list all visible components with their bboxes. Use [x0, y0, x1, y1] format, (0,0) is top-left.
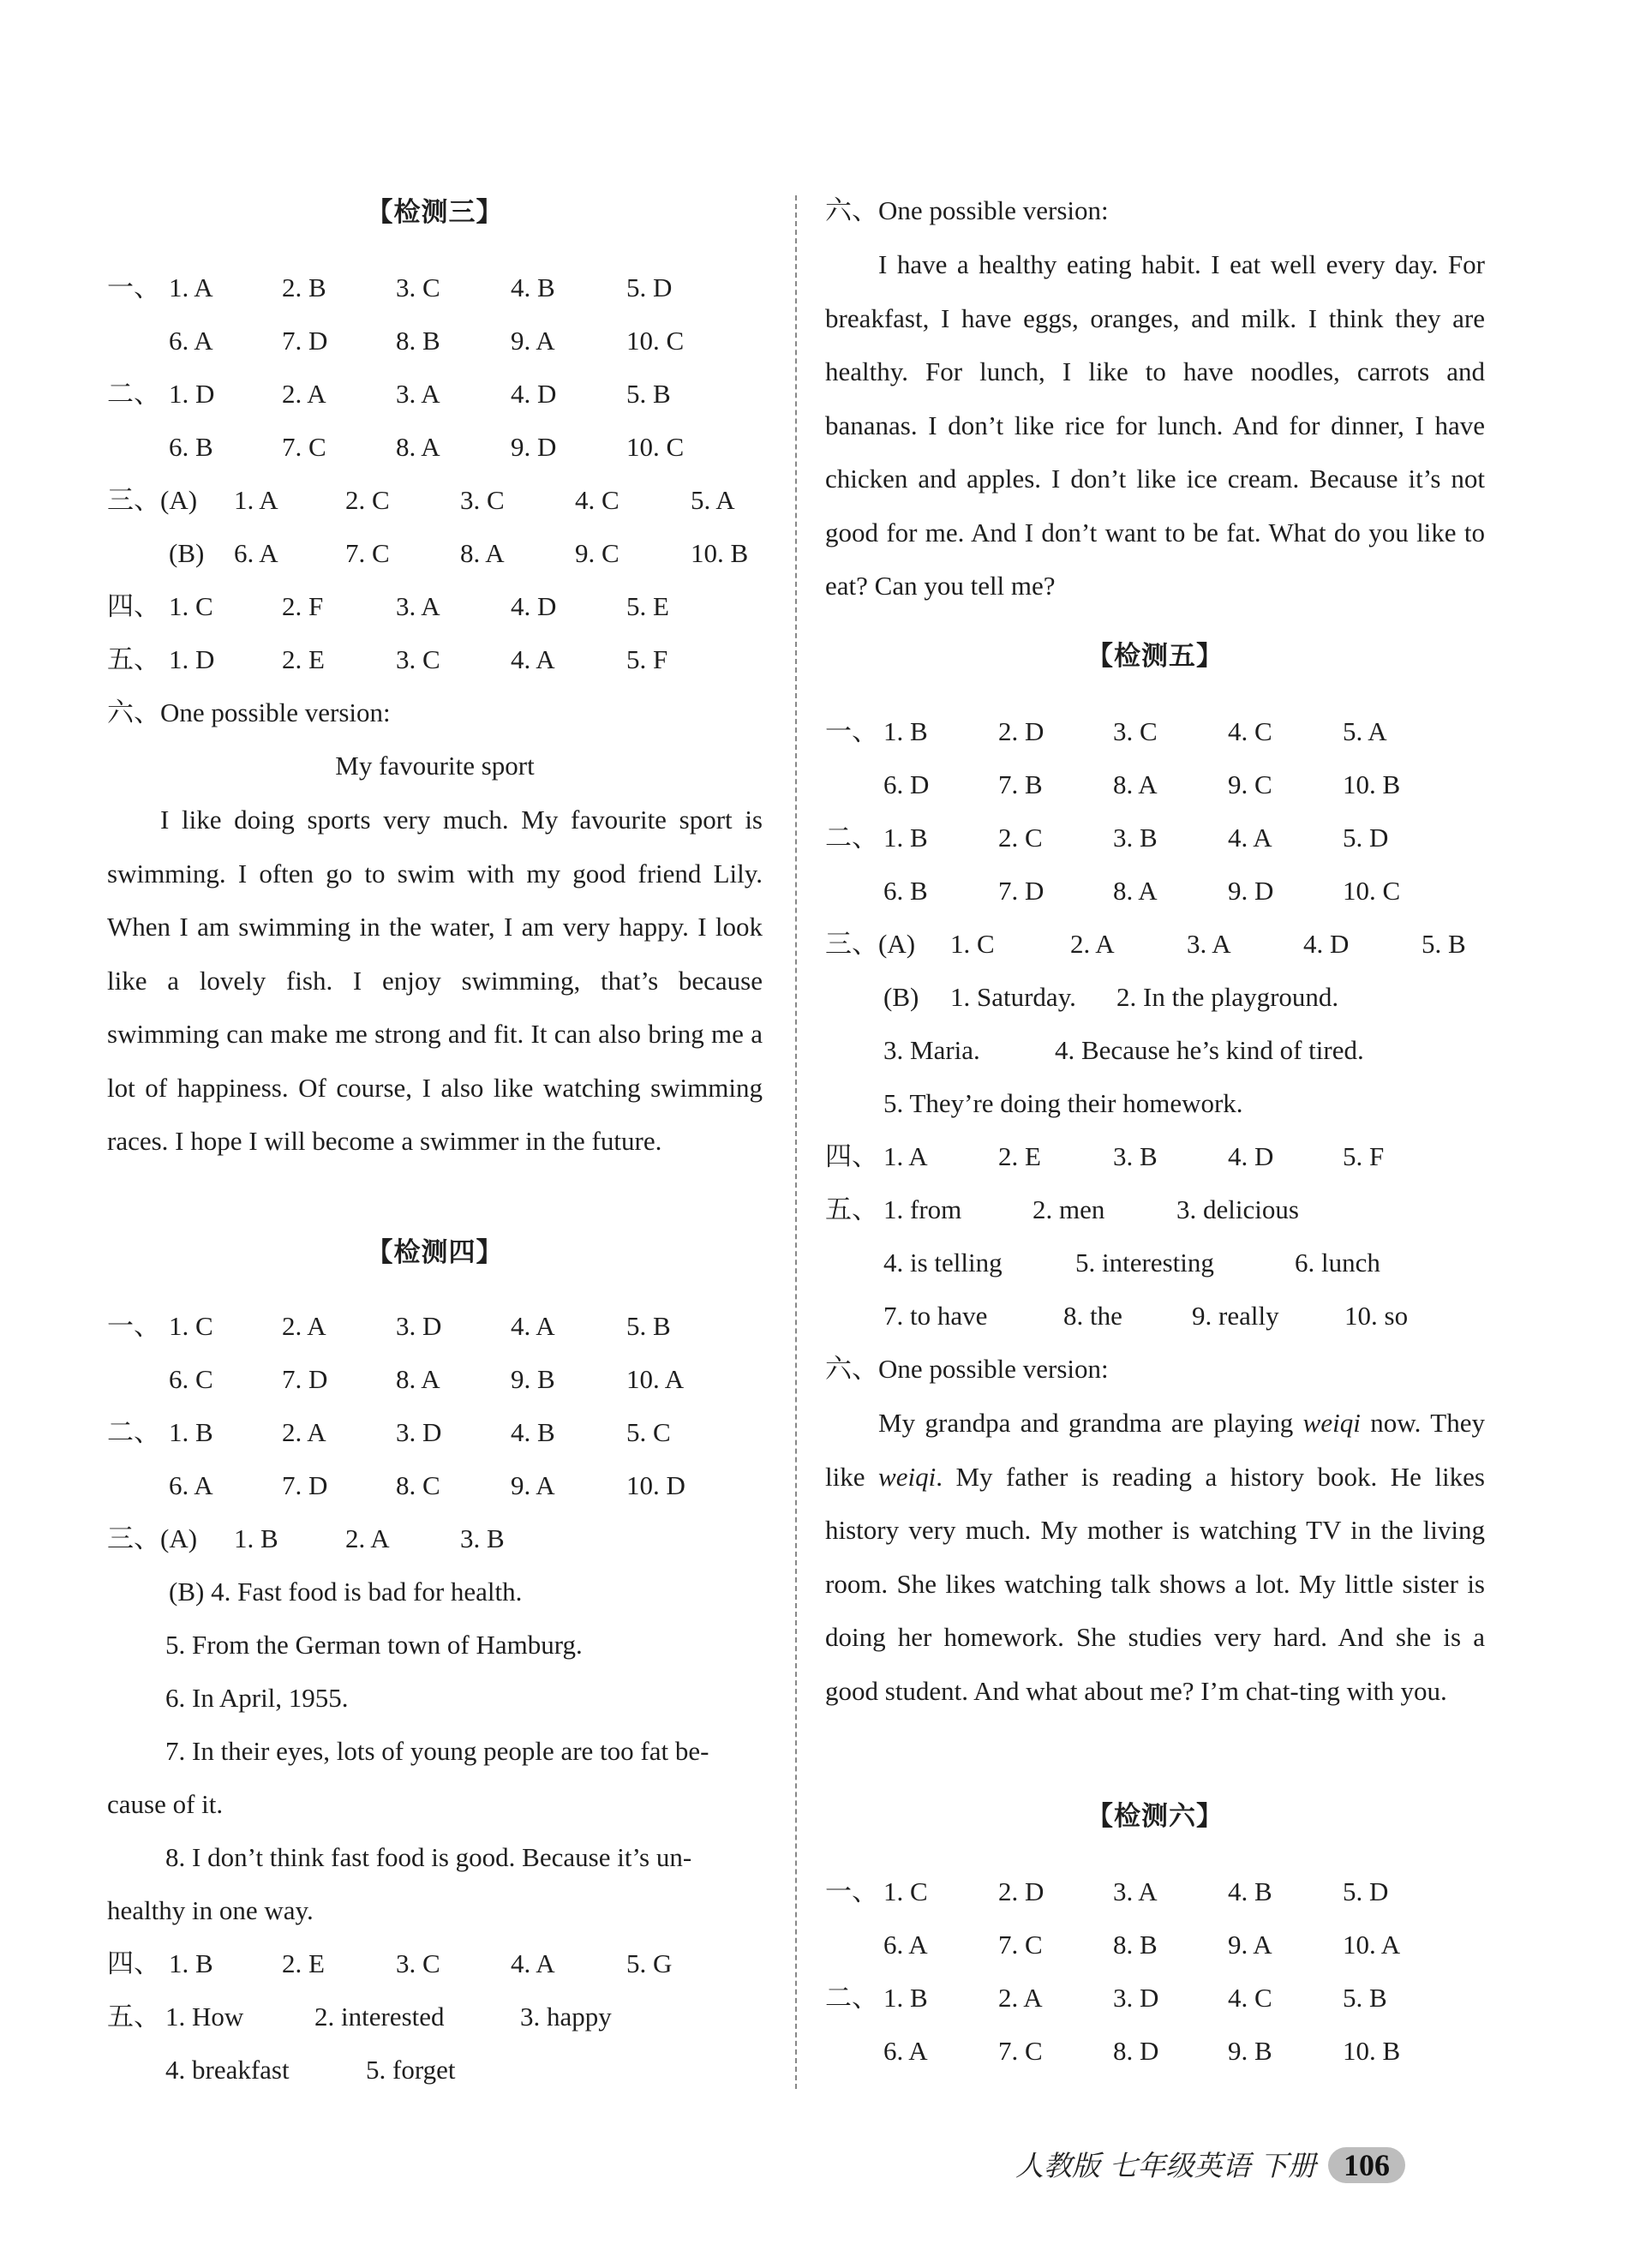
question-label: 一、: [107, 272, 160, 302]
question-label: 四、: [107, 591, 160, 621]
question-label: 一、: [107, 1311, 160, 1341]
answer-row: 3. Maria. 4. Because he’s kind of tired.: [883, 1035, 1364, 1065]
answer-row: 三、(A) 1. C 2. A 3. A 4. D 5. B: [825, 927, 1466, 961]
answer-row: 四、 1. B 2. E 3. C 4. A 5. G: [107, 1947, 672, 1981]
answer-text: 8. I don’t think fast food is good. Because it’s un-: [165, 1842, 692, 1872]
answer-row: 6. D 7. B 8. A 9. C 10. B: [883, 769, 1401, 799]
question-label: 四、: [825, 1141, 878, 1171]
answer-text: (B) 4. Fast food is bad for health.: [169, 1577, 523, 1607]
answer-text: 6. In April, 1955.: [165, 1683, 349, 1713]
answer-row: (B) 1. Saturday. 2. In the playground.: [825, 980, 1338, 1014]
question-label: 五、: [825, 1194, 878, 1224]
page-footer: [1015, 2144, 1405, 2184]
answer-row: 五、 1. D 2. E 3. C 4. A 5. F: [107, 643, 667, 677]
version-label: 六、One possible version:: [825, 1354, 1109, 1384]
answer-row: 6. B 7. D 8. A 9. D 10. C: [883, 876, 1401, 906]
column-divider: [795, 195, 797, 2089]
answer-row: (B) 6. A 7. C 8. A 9. C 10. B: [107, 536, 748, 571]
essay-title: My favourite sport: [335, 751, 535, 781]
question-label: 三、(A): [107, 1523, 198, 1553]
question-label: 三、(A): [107, 485, 198, 515]
section-heading: 【检测五】: [1086, 641, 1224, 672]
right-column: [825, 0, 1485, 2099]
version-label: 六、One possible version:: [107, 697, 391, 727]
answer-text: 7. In their eyes, lots of young people are too fat be-: [165, 1736, 709, 1766]
answer-row: 7. to have 8. the 9. really 10. so: [883, 1301, 1409, 1331]
section-heading: 【检测三】: [366, 197, 504, 228]
answer-row: 三、(A) 1. B 2. A 3. B: [107, 1522, 505, 1556]
answer-text: cause of it.: [107, 1789, 224, 1819]
answer-row: 四、 1. A 2. E 3. B 4. D 5. F: [825, 1140, 1384, 1174]
answer-row: 6. A 7. C 8. D 9. B 10. B: [883, 2036, 1401, 2066]
section-heading: 【检测四】: [366, 1237, 504, 1268]
answer-row: 五、 1. How 2. interested 3. happy: [107, 2000, 612, 2034]
answer-row: 四、 1. C 2. F 3. A 4. D 5. E: [107, 589, 669, 624]
question-label: 二、: [107, 1417, 160, 1447]
question-label: 五、: [107, 644, 160, 674]
answer-row: 二、 1. D 2. A 3. A 4. D 5. B: [107, 377, 671, 411]
essay-paragraph: I have a healthy eating habit. I eat well every day. For breakfast, I have eggs, oranges, and milk. I think they are healthy. For lunch, I like to have noodles, carrots and bananas. I don’t like rice for lunch. And for dinner, I have chicken and apples. I don’t like ice cream. Because it’s not good for me. And I don’t want to be fat. What do you like to eat? Can you tell me?: [825, 249, 1485, 601]
answer-row: 6. B 7. C 8. A 9. D 10. C: [169, 432, 685, 462]
answer-row: 三、(A) 1. A 2. C 3. C 4. C 5. A: [107, 483, 735, 518]
answer-row: 6. A 7. C 8. B 9. A 10. A: [883, 1930, 1401, 1960]
answer-row: 一、 1. C 2. D 3. A 4. B 5. D: [825, 1875, 1388, 1909]
essay-paragraph: I like doing sports very much. My favourite sport is swimming. I often go to swim with my good friend Lily. When I am swimming in the water, I am very happy. I look like a lovely fish. I enjoy swimming, that’s because swimming can make me strong and fit. It can also bring me a lot of happiness. Of course, I also like watching swimming races. I hope I will become a swimmer in the future.: [107, 805, 763, 1156]
question-label: (B): [169, 538, 205, 568]
question-label: 一、: [825, 716, 878, 746]
question-label: 五、: [107, 2002, 160, 2032]
left-column: [107, 0, 763, 2099]
section-heading: 【检测六】: [1086, 1801, 1224, 1832]
answer-row: 4. breakfast 5. forget: [165, 2055, 456, 2085]
question-label: 四、: [107, 1948, 160, 1978]
answer-row: 一、 1. B 2. D 3. C 4. C 5. A: [825, 715, 1387, 749]
answer-row: 4. is telling 5. interesting 6. lunch: [883, 1248, 1380, 1278]
answer-row: 二、 1. B 2. A 3. D 4. C 5. B: [825, 1981, 1387, 2015]
question-label: 三、(A): [825, 929, 916, 959]
book-title: 人教版 七年级英语 下册: [1015, 2149, 1316, 2182]
answer-text: 5. From the German town of Hamburg.: [165, 1630, 583, 1660]
question-label: 二、: [107, 379, 160, 409]
question-label: 二、: [825, 823, 878, 853]
essay-paragraph: My grandpa and grandma are playing weiqi now. They like weiqi. My father is reading a history book. He likes history very much. My mother is watching TV in the living room. She likes watching talk shows a lot. My little sister is doing her homework. She studies very hard. And she is a good student. And what about me? I’m chat-ting with you.: [825, 1408, 1485, 1706]
question-label: 二、: [825, 1983, 878, 2013]
page-number: 106: [1328, 2147, 1405, 2183]
answer-row: 6. A 7. D 8. C 9. A 10. D: [169, 1470, 685, 1500]
answer-row: 一、 1. C 2. A 3. D 4. A 5. B: [107, 1309, 671, 1343]
question-label: (B): [883, 982, 919, 1012]
answer-row: 一、 1. A 2. B 3. C 4. B 5. D: [107, 271, 672, 305]
answer-row: 二、 1. B 2. C 3. B 4. A 5. D: [825, 821, 1388, 855]
question-label: 一、: [825, 1876, 878, 1906]
answer-text: healthy in one way.: [107, 1895, 314, 1925]
answer-row: 6. C 7. D 8. A 9. B 10. A: [169, 1364, 685, 1394]
version-label: 六、One possible version:: [825, 195, 1109, 225]
answer-text: 5. They’re doing their homework.: [883, 1088, 1243, 1118]
answer-row: 二、 1. B 2. A 3. D 4. B 5. C: [107, 1415, 671, 1450]
answer-row: 6. A 7. D 8. B 9. A 10. C: [169, 326, 685, 356]
answer-row: 五、 1. from 2. men 3. delicious: [825, 1193, 1299, 1227]
